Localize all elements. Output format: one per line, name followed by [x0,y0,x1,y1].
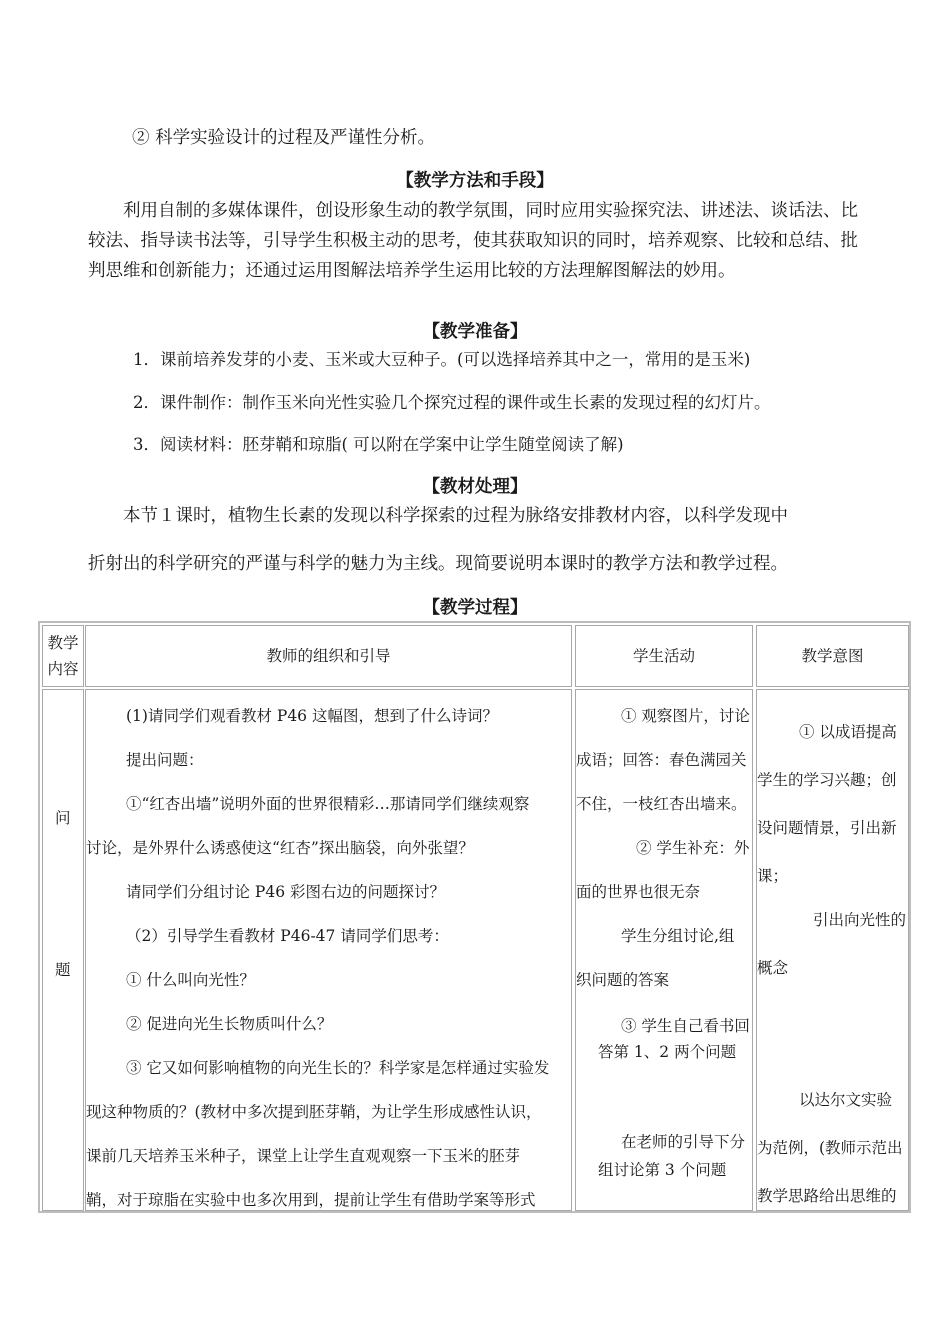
teacher-line: ② 促进向光生长物质叫什么？ [126,1015,333,1033]
header-student: 学生活动 [575,625,753,687]
teacher-line: ①“红杏出墙”说明外面的世界很精彩…那请同学们继续观察 [126,795,530,813]
student-line: 不住，一枝红杏出墙来。 [576,795,747,813]
row-content-cell [42,689,84,1211]
content-char-2: 题 [55,961,71,979]
student-line: 成语；回答：春色满园关 [576,751,747,769]
intent-line: 学生的学习兴趣；创 [757,771,897,789]
preparation-item-3: 3．阅读材料：胚芽鞘和琼脂( 可以附在学案中让学生随堂阅读了解) [133,435,624,454]
intent-line: ① 以成语提高 [799,723,897,741]
teacher-line: 课前几天培养玉米种子，课堂上让学生直观观察一下玉米的胚芽 [86,1147,521,1165]
header-intent: 教学意图 [756,625,909,687]
row-intent-cell [756,689,909,1211]
header-content-line-1: 教学 [47,634,79,652]
teacher-line: 请同学们分组讨论 P46 彩图右边的问题探讨？ [126,883,446,901]
student-line: 在老师的引导下分 [621,1133,746,1151]
preparation-item-1: 1．课前培养发芽的小麦、玉米或大豆种子。(可以选择培养其中之一，常用的是玉米) [133,350,751,369]
teacher-line: 鞘，对于琼脂在实验中也多次用到，提前让学生有借助学案等形式 [86,1191,536,1209]
teacher-line: ① 什么叫向光性？ [126,971,255,989]
intent-line: 概念 [757,959,789,977]
preparation-item-2: 2．课件制作：制作玉米向光性实验几个探究过程的课件或生长素的发现过程的幻灯片。 [133,393,771,412]
student-line: ① 观察图片，讨论 [621,707,750,725]
student-line: 组讨论第 3 个问题 [598,1161,727,1179]
student-line: ③ 学生自己看书回 [621,1017,750,1035]
intent-line: 引出向光性的 [813,911,907,929]
methods-heading: 【教学方法和手段】 [396,171,554,191]
teacher-line: ③ 它又如何影响植物的向光生长的？科学家是怎样通过实验发 [126,1059,550,1077]
content-char-1: 问 [55,809,71,827]
header-content-line-2: 内容 [47,660,79,678]
header-content [42,625,84,687]
intent-line: 为范例，(教师示范出 [757,1139,903,1157]
intent-line: 设问题情景，引出新 [757,819,897,837]
teacher-line: (1)请同学们观看教材 P46 这幅图，想到了什么诗词？ [126,707,498,725]
teacher-line: 提出问题： [126,751,204,769]
student-line: 学生分组讨论,组 [621,927,735,945]
process-heading: 【教学过程】 [422,598,528,618]
student-line: 织问题的答案 [576,971,670,989]
intent-line: 教学思路给出思维的 [757,1187,897,1205]
student-line: 面的世界也很无奈 [576,883,701,901]
materials-line-2: 折射出的科学研究的严谨与科学的魅力为主线。现简要说明本课时的教学方法和教学过程。 [88,554,788,574]
teacher-line: 讨论，是外界什么诱惑使这“红杏”探出脑袋，向外张望？ [86,839,474,857]
materials-line-1: 本节１课时，植物生长素的发现以科学探索的过程为脉络安排教材内容，以科学发现中 [123,506,788,526]
intent-line: 以达尔文实验 [799,1091,893,1109]
student-line: ② 学生补充：外 [636,839,750,857]
intent-line: 课； [757,867,789,885]
student-line: 答第 1、2 两个问题 [598,1043,737,1061]
methods-paragraph: 利用自制的多媒体课件，创设形象生动的教学氛围，同时应用实验探究法、讲述法、谈话法、比较法、指导读书法等，引导学生积极主动的思考，使其获取知识的同时，培养观察、比较和总结、批判思维和创新能力；还通过运用图解法培养学生运用比较的方法理解图解法的妙用。 [88,201,858,281]
row-student-cell [575,689,753,1211]
row-teacher-cell [85,689,572,1211]
materials-heading: 【教材处理】 [422,477,528,497]
header-teacher: 教师的组织和引导 [85,625,572,687]
preparation-heading: 【教学准备】 [422,322,528,342]
process-table [38,621,911,1213]
teacher-line: （2）引导学生看教材 P46-47 请同学们思考： [126,927,449,945]
intro-item-2: ② 科学实验设计的过程及严谨性分析。 [132,128,436,148]
teacher-line: 现这种物质的？(教材中多次提到胚芽鞘，为让学生形成感性认识， [86,1103,542,1121]
